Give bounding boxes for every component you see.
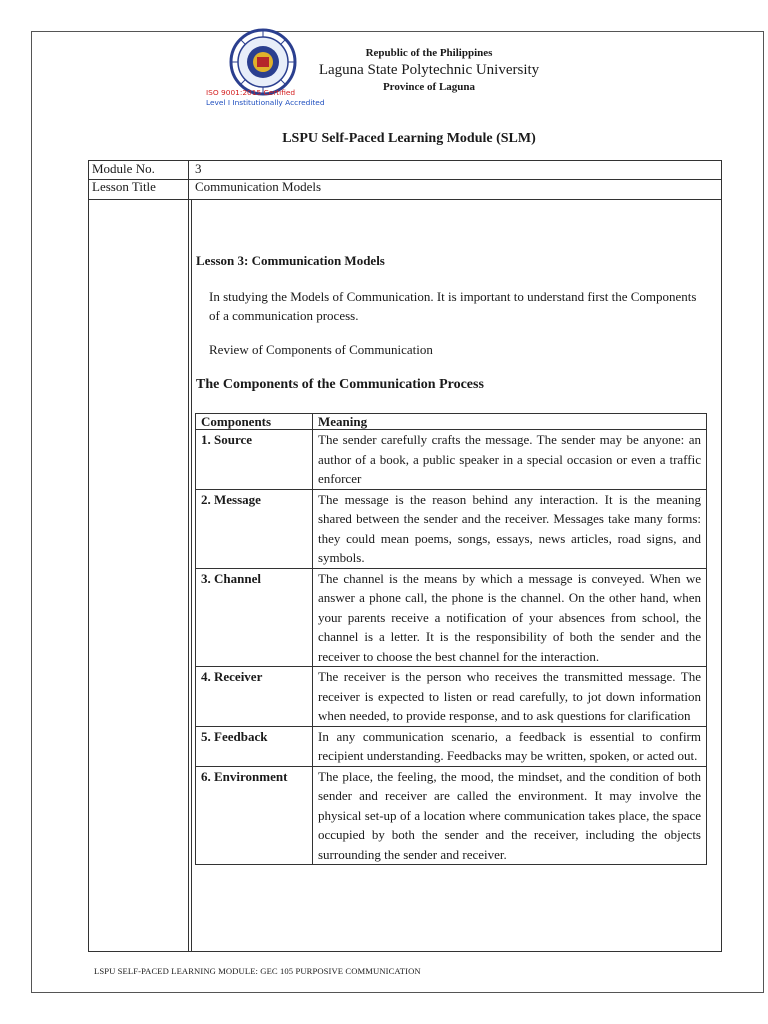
module-label: Module No. <box>92 161 155 176</box>
component-name: 3. Channel <box>196 568 313 667</box>
table-row <box>196 568 707 667</box>
table-header-row <box>196 414 707 430</box>
document-title: LSPU Self-Paced Learning Module (SLM) <box>282 131 536 146</box>
table-row <box>196 726 707 766</box>
component-meaning: The message is the reason behind any interaction. It is the meaning shared between the sender and the receiver. Messages take many forms: they could mean poems, songs, essays, news articles, road signs, and symbols. <box>313 489 707 568</box>
table-row <box>196 667 707 727</box>
component-meaning: The place, the feeling, the mood, the mindset, and the condition of both sender and receiver are called the environment. It may involve the physical set-up of a location where communication takes place, the space occupied by both the sender and the receiver, including the objects surrounding the sender and receiver. <box>313 766 707 865</box>
accreditation-label: Level I Institutionally Accredited <box>206 98 325 107</box>
lesson-heading: Lesson 3: Communication Models <box>196 253 385 268</box>
component-meaning: The channel is the means by which a message is conveyed. When we answer a phone call, the phone is the channel. On the other hand, when your parents receive a notification of your absences from school, the channel is a letter. It is the responsibility of both the sender and the receiver to choose the best channel for the interaction. <box>313 568 707 667</box>
component-name: 4. Receiver <box>196 667 313 727</box>
lesson-title-label: Lesson Title <box>92 179 156 194</box>
component-name: 1. Source <box>196 430 313 490</box>
meaning-column-header: Meaning <box>313 414 707 430</box>
university-name: Laguna State Polytechnic University <box>318 62 540 78</box>
page-footer: LSPU SELF-PACED LEARNING MODULE: GEC 105 PURPOSIVE COMMUNICATION <box>94 966 421 976</box>
review-text: Review of Components of Communication <box>209 342 433 357</box>
table-row <box>196 766 707 865</box>
module-value: 3 <box>195 161 202 176</box>
table-row <box>196 430 707 490</box>
lesson-title-row <box>89 179 721 200</box>
component-meaning: The receiver is the person who receives the transmitted message. The receiver is expected to listen or read carefully, to jot down information when needed, to provide response, and to ask questions for clarification <box>313 667 707 727</box>
republic-heading: Republic of the Philippines <box>365 47 493 59</box>
meta-divider <box>188 161 189 951</box>
component-meaning: The sender carefully crafts the message. The sender may be anyone: an author of a book, a public speaker in a special occasion or even a traffic enforcer <box>313 430 707 490</box>
lesson-title-value: Communication Models <box>195 179 322 194</box>
iso-certification: ISO 9001:2015 Certified <box>206 88 296 97</box>
component-meaning: In any communication scenario, a feedback is essential to confirm recipient understanding. Feedbacks may be written, spoken, or acted out. <box>313 726 707 766</box>
table-row <box>196 489 707 568</box>
components-table <box>195 413 707 865</box>
module-row <box>89 161 721 180</box>
lesson-intro: In studying the Models of Communication. It is important to understand first the Components of a communication process. <box>209 289 697 323</box>
components-heading: The Components of the Communication Process <box>196 377 484 392</box>
components-column-header: Components <box>196 414 313 430</box>
component-name: 2. Message <box>196 489 313 568</box>
component-name: 5. Feedback <box>196 726 313 766</box>
province-heading: Province of Laguna <box>382 81 476 93</box>
content-divider <box>191 199 192 951</box>
component-name: 6. Environment <box>196 766 313 865</box>
